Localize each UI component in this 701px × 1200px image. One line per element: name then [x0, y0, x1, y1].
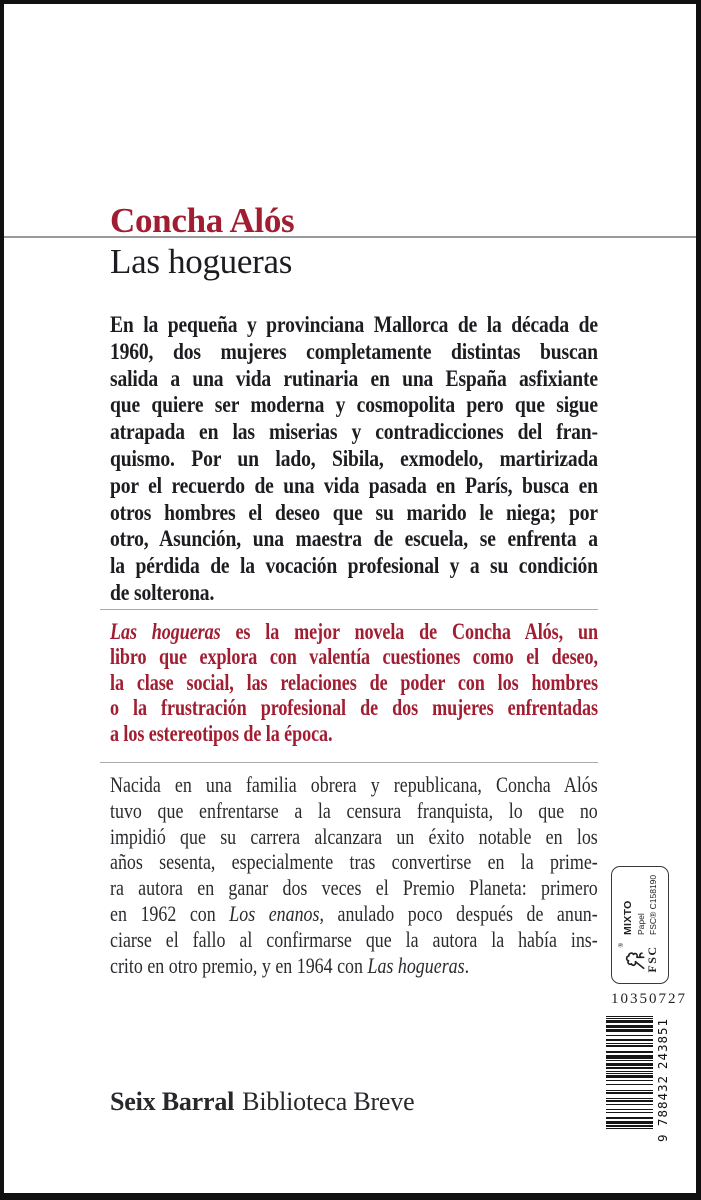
- text-line: de solterona.: [110, 579, 215, 606]
- text-line: Las hogueras es la mejor novela de Concha Alós, un: [110, 619, 598, 644]
- fsc-material-label: Papel: [636, 913, 646, 935]
- text-line: tuvo que enfrentarse a la censura franquista, lo que no: [110, 797, 598, 823]
- text-line: quismo. Por un lado, Sibila, exmodelo, martirizada: [110, 445, 598, 472]
- bio-paragraph: [110, 772, 598, 978]
- section-divider: [100, 609, 598, 610]
- highlight-paragraph: [110, 619, 598, 746]
- text-line: Nacida en una familia obrera y republicana, Concha Alós: [110, 772, 598, 797]
- fsc-wordmark: FSC: [644, 945, 659, 973]
- text-line: 1960, dos mujeres completamente distintas buscan: [110, 338, 598, 365]
- publisher-imprint: [110, 1086, 414, 1118]
- text-line: salida a una vida rutinaria en una España asfixiante: [110, 365, 598, 392]
- fsc-logo: [618, 942, 659, 976]
- text-line: crito en otro premio, y en 1964 con Las hogueras.: [110, 952, 470, 978]
- text-line: ra autora en ganar dos veces el Premio Planeta: primero: [110, 875, 598, 901]
- collection-name: Biblioteca Breve: [242, 1087, 415, 1116]
- book-title: Las hogueras: [110, 242, 293, 281]
- publisher-name: Seix Barral: [110, 1087, 235, 1116]
- text-line: otros hombres el deseo que su marido le niega; por: [110, 499, 598, 526]
- section-divider: [100, 762, 598, 763]
- text-line: otro, Asunción, una maestra de escuela, se enfrenta a: [110, 526, 598, 553]
- text-line: libro que explora con valentía cuestiones como el deseo,: [110, 644, 598, 670]
- text-line: que quiere ser moderna y cosmopolita pero que sigue: [110, 392, 598, 419]
- fsc-type-label: MIXTO: [622, 900, 634, 935]
- text-line: a los estereotipos de la época.: [110, 720, 333, 746]
- synopsis-paragraph: [110, 312, 598, 607]
- fsc-label: [611, 866, 669, 984]
- text-line: por el recuerdo de una vida pasada en París, busca en: [110, 472, 598, 499]
- header-rule: [4, 236, 696, 238]
- text-line: en 1962 con Los enanos, anulado poco después de anun-: [110, 900, 598, 926]
- fsc-cert-text: [622, 874, 658, 935]
- isbn-group-1: 788432: [655, 1074, 670, 1127]
- isbn-digits: [653, 1015, 670, 1142]
- isbn-barcode: [606, 1014, 674, 1142]
- text-line: impidió que su carrera alcanzara un éxito notable en los: [110, 823, 598, 849]
- isbn-group-2: 243851: [655, 1017, 670, 1070]
- author-name: Concha Alós: [110, 201, 295, 240]
- text-line: la clase social, las relaciones de poder con los hombres: [110, 669, 598, 695]
- fsc-cert-number: FSC® C158190: [648, 874, 658, 935]
- text-line: o la frustración profesional de dos mujeres enfrentadas: [110, 695, 598, 721]
- barcode-bars: [606, 1015, 653, 1129]
- text-line: ciarse el fallo al confirmarse que la autora la había ins-: [110, 926, 598, 952]
- isbn-prefix-digit: 9: [655, 1134, 670, 1142]
- registered-mark: ®: [618, 943, 625, 948]
- print-code: 10350727: [611, 991, 687, 1007]
- text-line: atrapada en las miserias y contradicciones del fran-: [110, 419, 598, 446]
- fsc-tree-icon: [623, 942, 647, 976]
- text-line: años sesenta, especialmente tras convertirse en la prime-: [110, 849, 598, 875]
- text-line: la pérdida de la vocación profesional y a su condición: [110, 553, 598, 580]
- text-line: En la pequeña y provinciana Mallorca de la década de: [110, 312, 598, 338]
